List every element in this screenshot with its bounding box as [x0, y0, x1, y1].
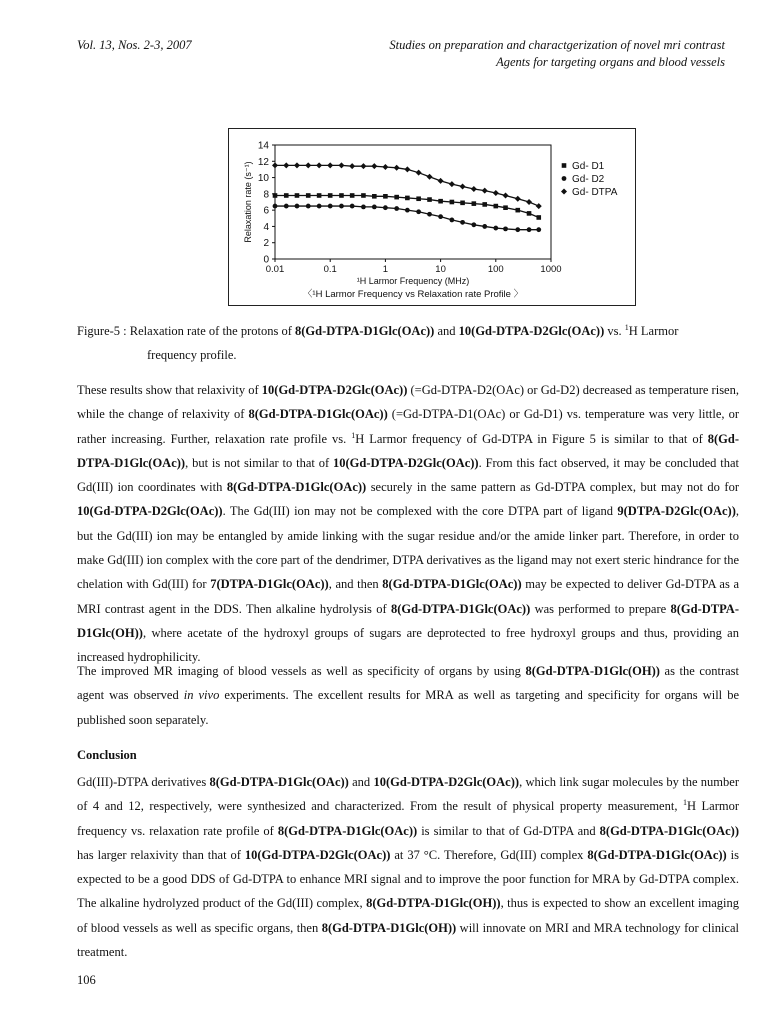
paragraph-mr-imaging — [77, 659, 739, 732]
caption-compound: 10(Gd-DTPA-D2Glc(OAc)) — [458, 324, 605, 338]
data-point-gd-d2 — [383, 205, 388, 210]
data-point-gd-d2 — [427, 212, 432, 217]
data-point-gd-d2 — [405, 208, 410, 213]
plot-area — [275, 145, 551, 259]
data-point-gd-dtpa — [283, 162, 289, 168]
data-point-gd-d2 — [536, 227, 541, 232]
text-run: , but is not similar to that of — [185, 455, 333, 470]
caption-superscript: 1 — [624, 322, 629, 332]
data-point-gd-dtpa — [536, 203, 542, 209]
text-run: (=Gd-DTPA-D2(OAc) or Gd-D2) decreased as temperature risen, while the change of relaxivity of — [77, 383, 739, 422]
data-point-gd-d2 — [471, 222, 476, 227]
superscript: 1 — [682, 798, 687, 808]
caption-text: vs. — [604, 324, 625, 338]
data-point-gd-d2 — [372, 204, 377, 209]
paragraph-results — [77, 378, 739, 670]
data-point-gd-d1 — [350, 193, 355, 198]
data-point-gd-dtpa — [427, 174, 433, 180]
text-run: . From this fact observed, it may be concluded that Gd(III) ion coordinates with — [77, 455, 739, 495]
compound-name: 10(Gd-DTPA-D2Glc(OAc)) — [373, 775, 520, 789]
data-point-gd-d2 — [394, 206, 399, 211]
data-point-gd-dtpa — [349, 163, 355, 169]
compound-name: 8(Gd-DTPA-D1Glc(OAc)) — [390, 601, 531, 616]
compound-name: 8(Gd-DTPA-D1Glc(OH)) — [525, 664, 660, 678]
data-point-gd-d1 — [394, 195, 399, 200]
text-run: experiments. The excellent results for MRA as well as targeting and specificity for organs will be published soon separately. — [77, 688, 739, 727]
x-tick-label: 0.1 — [323, 264, 337, 275]
text-run: is similar to that of Gd-DTPA and — [417, 823, 600, 838]
y-tick-label: 6 — [263, 205, 269, 217]
compound-name: 8(Gd-DTPA-D1Glc(OAc)) — [226, 480, 367, 495]
figure-caption — [77, 319, 737, 367]
legend-label: Gd- D2 — [572, 174, 605, 185]
x-tick-label: 10 — [435, 264, 446, 275]
conclusion-heading: Conclusion — [77, 748, 137, 762]
data-point-gd-d1 — [273, 193, 278, 198]
y-axis-label: Relaxation rate (s⁻¹) — [243, 161, 253, 243]
data-point-gd-d1 — [372, 194, 377, 199]
y-tick-label: 4 — [263, 221, 269, 233]
data-point-gd-d2 — [361, 204, 366, 209]
data-point-gd-d2 — [306, 204, 311, 209]
text-run: , where acetate of the hydroxyl groups of sugars are deprotected to free hydroxyl groups and thus, providing an increased hydrophilicity. — [77, 625, 739, 665]
data-point-gd-d1 — [472, 201, 477, 206]
text-run: has larger relaxivity than that of — [77, 847, 245, 862]
data-point-gd-d2 — [295, 204, 300, 209]
data-point-gd-d1 — [536, 215, 541, 220]
data-point-gd-d1 — [416, 196, 421, 201]
compound-name: 8(Gd-DTPA-D1Glc(OAc)) — [599, 823, 739, 838]
data-point-gd-d1 — [460, 201, 465, 206]
data-point-gd-d1 — [295, 193, 300, 198]
data-point-gd-d2 — [438, 214, 443, 219]
text-run: and — [348, 775, 374, 789]
data-point-gd-dtpa — [294, 162, 300, 168]
data-point-gd-dtpa — [503, 192, 509, 198]
text-run: at 37 °C. Therefore, Gd(III) complex — [390, 847, 588, 862]
data-point-gd-dtpa — [371, 163, 377, 169]
data-point-gd-d1 — [328, 193, 333, 198]
data-point-gd-d1 — [482, 202, 487, 207]
text-run: . The Gd(III) ion may not be complexed with the core DTPA part of ligand — [222, 504, 618, 519]
compound-name: 8(Gd-DTPA-D1Glc(OAc)) — [382, 577, 522, 592]
x-tick-label: 0.01 — [265, 264, 285, 275]
text-run: securely in the same pattern as Gd-DTPA complex, but may not do for — [366, 480, 739, 495]
y-tick-label: 2 — [263, 238, 269, 250]
text-run: The improved MR imaging of blood vessels as well as specificity of organs by using — [77, 664, 526, 678]
data-point-gd-d1 — [306, 193, 311, 198]
x-tick-label: 1 — [382, 264, 389, 275]
compound-name: 10(Gd-DTPA-D2Glc(OAc)) — [333, 455, 479, 470]
data-point-gd-dtpa — [515, 196, 521, 202]
y-tick-label: 0 — [263, 254, 269, 266]
data-point-gd-d2 — [328, 204, 333, 209]
data-point-gd-dtpa — [338, 162, 344, 168]
data-point-gd-dtpa — [416, 170, 422, 176]
text-run: These results show that relaxivity of — [77, 383, 262, 397]
data-point-gd-dtpa — [394, 165, 400, 171]
legend-marker — [561, 189, 567, 195]
compound-name: 7(DTPA-D1Glc(OAc)) — [210, 577, 329, 592]
compound-name: 8(Gd-DTPA-D1Glc(OAc)) — [277, 823, 418, 838]
compound-name: 8(Gd-DTPA-D1Glc(OH)) — [321, 920, 457, 935]
data-point-gd-dtpa — [471, 186, 477, 192]
legend-label: Gd- DTPA — [572, 187, 618, 198]
running-header-right — [305, 37, 725, 71]
data-point-gd-d1 — [438, 199, 443, 204]
data-point-gd-d2 — [416, 209, 421, 214]
data-point-gd-dtpa — [449, 181, 455, 187]
data-point-gd-d2 — [284, 204, 289, 209]
relaxation-rate-chart — [229, 129, 635, 305]
italic-term: in vivo — [183, 688, 220, 703]
data-point-gd-dtpa — [460, 184, 466, 190]
text-run: may be expected to deliver Gd-DTPA as a MRI contrast agent in the DDS. Then alkaline hydrolysis of — [77, 577, 739, 616]
data-point-gd-dtpa — [316, 162, 322, 168]
figure-5-chart — [228, 128, 636, 306]
text-run: will innovate on MRI and MRA technology for clinical treatment. — [77, 920, 739, 960]
legend-marker — [562, 163, 567, 168]
data-point-gd-d1 — [427, 197, 432, 202]
x-axis-label: ¹H Larmor Frequency (MHz) — [356, 276, 470, 286]
caption-text: and — [434, 324, 459, 338]
text-run: (=Gd-DTPA-D1(OAc) or Gd-D1) vs. temperature was very little, or rather increasing. Further, relaxation rate profile vs. — [77, 407, 739, 446]
compound-name: 8(Gd-DTPA-D1Glc(OAc)) — [587, 847, 727, 862]
data-point-gd-d2 — [493, 226, 498, 231]
y-tick-label: 14 — [257, 140, 269, 152]
data-point-gd-d2 — [273, 204, 278, 209]
data-point-gd-d1 — [450, 200, 455, 205]
compound-name: 8(Gd-DTPA-D1Glc(OAc)) — [248, 407, 388, 422]
running-title-line-2: Agents for targeting organs and blood vessels — [496, 55, 725, 69]
data-point-gd-d1 — [361, 193, 366, 198]
caption-text: H Larmor — [628, 324, 679, 338]
data-point-gd-dtpa — [327, 162, 333, 168]
compound-name: 8(Gd-DTPA-D1Glc(OH)) — [366, 896, 501, 911]
data-point-gd-dtpa — [493, 190, 499, 196]
data-point-gd-d2 — [339, 204, 344, 209]
compound-name: 9(DTPA-D2Glc(OAc)) — [617, 504, 736, 519]
data-point-gd-d2 — [503, 226, 508, 231]
data-point-gd-d2 — [482, 224, 487, 229]
legend-label: Gd- D1 — [572, 161, 605, 172]
caption-label: Figure-5 : — [77, 324, 130, 338]
text-run: , and then — [328, 577, 383, 592]
compound-name: 10(Gd-DTPA-D2Glc(OAc)) — [261, 383, 408, 397]
caption-compound: 8(Gd-DTPA-D1Glc(OAc)) — [295, 324, 435, 338]
data-point-gd-d2 — [449, 218, 454, 223]
data-point-gd-d2 — [527, 227, 532, 232]
caption-line-2: frequency profile. — [147, 348, 237, 362]
text-run: H Larmor frequency of Gd-DTPA in Figure 5 is similar to that of — [355, 431, 708, 446]
text-run: is expected to be a good DDS of Gd-DTPA to enhance MRI signal and to improve the poor function for MRA by Gd-DTPA complex. The alkaline hydrolyzed product of the Gd(III) complex, — [77, 847, 739, 911]
x-tick-label: 100 — [487, 264, 504, 275]
data-point-gd-d1 — [494, 204, 499, 209]
y-tick-label: 12 — [257, 156, 269, 168]
text-run: , which link sugar molecules by the number of 4 and 12, respectively, were synthesized and characterized. From the result of physical property measurement, — [77, 775, 739, 814]
y-tick-label: 8 — [263, 189, 269, 201]
data-point-gd-d1 — [383, 194, 388, 199]
text-run: was performed to prepare — [530, 601, 671, 616]
compound-name: 10(Gd-DTPA-D2Glc(OAc)) — [244, 847, 391, 862]
page-number: 106 — [77, 973, 96, 987]
compound-name: 8(Gd-DTPA-D1Glc(OH)) — [77, 601, 739, 640]
compound-name: 8(Gd-DTPA-D1Glc(OAc)) — [77, 431, 739, 470]
caption-text: Relaxation rate of the protons of — [129, 324, 296, 338]
data-point-gd-dtpa — [482, 188, 488, 194]
figure-inner-caption: 〈¹H Larmor Frequency vs Relaxation rate Profile 〉 — [302, 289, 524, 300]
data-point-gd-dtpa — [360, 163, 366, 169]
running-title-line-1: Studies on preparation and charactgerization of novel mri contrast — [389, 38, 725, 52]
data-point-gd-dtpa — [404, 166, 410, 172]
data-point-gd-d2 — [317, 204, 322, 209]
text-run: Gd(III)-DTPA derivatives — [77, 775, 210, 789]
data-point-gd-d1 — [339, 193, 344, 198]
text-run: , thus is expected to show an excellent imaging of blood vessels as well as specific organs, then — [77, 896, 739, 935]
data-point-gd-dtpa — [305, 162, 311, 168]
data-point-gd-d2 — [460, 220, 465, 225]
text-run: H Larmor frequency vs. relaxation rate profile of — [77, 799, 739, 838]
data-point-gd-d1 — [405, 196, 410, 201]
running-header-left: Vol. 13, Nos. 2-3, 2007 — [77, 38, 192, 52]
data-point-gd-dtpa — [438, 178, 444, 184]
y-tick-label: 10 — [257, 173, 269, 185]
data-point-gd-d1 — [317, 193, 322, 198]
compound-name: 8(Gd-DTPA-D1Glc(OAc)) — [209, 775, 349, 789]
paragraph-conclusion — [77, 770, 739, 964]
x-tick-label: 1000 — [540, 264, 562, 275]
compound-name: 10(Gd-DTPA-D2Glc(OAc)) — [77, 504, 223, 519]
superscript: 1 — [351, 430, 356, 440]
data-point-gd-dtpa — [526, 199, 532, 205]
data-point-gd-dtpa — [272, 162, 278, 168]
data-point-gd-d1 — [527, 211, 532, 216]
text-run: , but the Gd(III) ion may be entangled by amide linking with the sugar residue and/or the amide linker part. Therefore, in order to make Gd(III) ion complex with the core part of the dendrimer, DTPA derivatives as the ligand may not exert steric hindrance for the chelation with Gd(III) for — [77, 504, 739, 592]
data-point-gd-d1 — [284, 193, 289, 198]
data-point-gd-dtpa — [382, 164, 388, 170]
data-point-gd-d1 — [503, 205, 508, 210]
data-point-gd-d2 — [515, 227, 520, 232]
data-point-gd-d1 — [515, 208, 520, 213]
legend-marker — [562, 176, 567, 181]
data-point-gd-d2 — [350, 204, 355, 209]
text-run: as the contrast agent was observed — [77, 664, 739, 703]
